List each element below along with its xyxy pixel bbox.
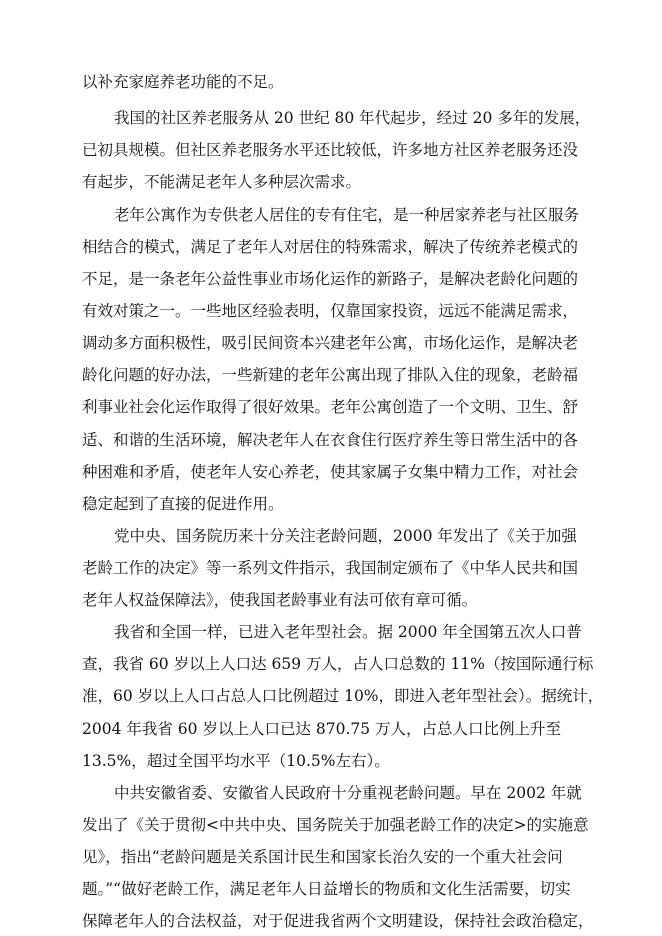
text-line: 龄化问题的好办法，一些新建的老年公寓出现了排队入住的现象，老龄福 (82, 366, 579, 384)
text-line: 准，60 岁以上人口占总人口比例超过 10%，即进入老年型社会）。据统计， (82, 687, 604, 705)
text-line: 相结合的模式，满足了老年人对居住的特殊需求，解决了传统养老模式的 (82, 238, 579, 256)
text-line: 我省和全国一样，已进入老年型社会。据 2000 年全国第五次人口普 (114, 623, 582, 641)
text-line: 老年人权益保障法》，使我国老龄事业有法可依有章可循。 (82, 591, 478, 609)
text-line: 党中央、国务院历来十分关注老龄问题，2000 年发出了《关于加强 (114, 527, 577, 545)
text-line: 发出了《关于贯彻<中共中央、国务院关于加强老龄工作的决定>的实施意 (82, 816, 589, 834)
text-line: 2004 年我省 60 岁以上人口已达 870.75 万人，占总人口比例上升至 (82, 720, 562, 738)
text-line: 见》，指出“老龄问题是关系国计民生和国家长治久安的一个重大社会问 (82, 848, 563, 866)
text-line: 以补充家庭养老功能的不足。 (82, 73, 284, 91)
text-line: 已初具规模。但社区养老服务水平还比较低，许多地方社区养老服务还没 (82, 141, 579, 159)
text-line: 13.5%，超过全国平均水平（10.5%左右）。 (82, 752, 390, 770)
text-line: 种困难和矛盾，使老年人安心养老，使其家属子女集中精力工作，对社会 (82, 463, 579, 481)
text-line: 题。”“做好老龄工作，满足老年人日益增长的物质和文化生活需要，切实 (82, 880, 571, 898)
text-line: 有效对策之一。一些地区经验表明，仅靠国家投资，远远不能满足需求， (82, 302, 579, 320)
text-line: 老龄工作的决定》等一系列文件指示，我国制定颁布了《中华人民共和国 (82, 559, 579, 577)
text-line: 我国的社区养老服务从 20 世纪 80 年代起步，经过 20 多年的发展， (114, 109, 591, 127)
text-line: 老年公寓作为专供老人居住的专有住宅，是一种居家养老与社区服务 (114, 206, 580, 224)
text-line: 适、和谐的生活环境，解决老年人在衣食住行医疗养生等日常生活中的各 (82, 431, 579, 449)
text-line: 不足，是一条老年公益性事业市场化运作的新路子，是解决老龄化问题的 (82, 270, 579, 288)
text-line: 调动多方面积极性，吸引民间资本兴建老年公寓，市场化运作，是解决老 (82, 334, 579, 352)
text-line: 利事业社会化运作取得了很好效果。老年公寓创造了一个文明、卫生、舒 (82, 398, 579, 416)
text-line: 查，我省 60 岁以上人口达 659 万人，占人口总数的 11%（按国际通行标 (82, 655, 594, 673)
text-line: 稳定起到了直接的促进作用。 (82, 495, 284, 513)
text-line: 保障老年人的合法权益，对于促进我省两个文明建设，保持社会政治稳定， (82, 912, 594, 930)
text-line: 有起步，不能满足老年人多种层次需求。 (82, 173, 362, 191)
text-line: 中共安徽省委、安徽省人民政府十分重视老龄问题。早在 2002 年就 (114, 784, 582, 802)
